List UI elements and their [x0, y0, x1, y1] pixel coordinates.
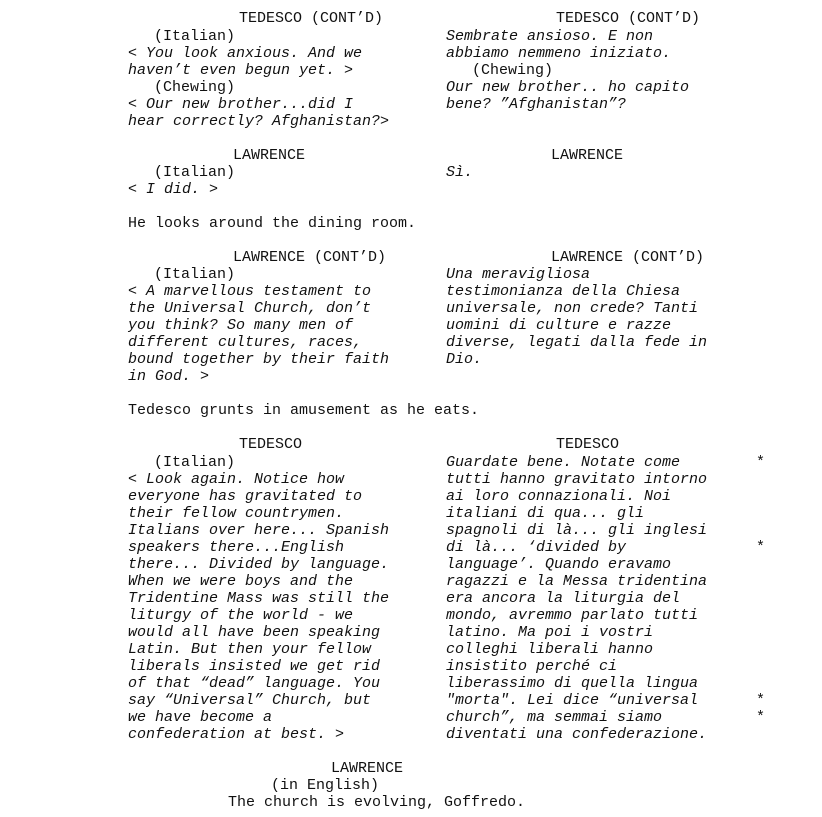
dialogue-line: testimonianza della Chiesa [446, 283, 681, 300]
dialogue-line: < I did. > [128, 181, 219, 198]
dialogue-line: ragazzi e la Messa tridentina [446, 573, 708, 590]
dialogue-line: universale, non crede? Tanti [446, 300, 699, 317]
character-cue: TEDESCO (CONT’D) [239, 10, 384, 27]
parenthetical: (Chewing) [154, 79, 236, 96]
dialogue-line: bound together by their faith [128, 351, 390, 368]
dialogue-line: speakers there...English [128, 539, 345, 556]
revision-mark: * [756, 454, 766, 471]
action-line: He looks around the dining room. [128, 215, 417, 232]
character-cue: LAWRENCE [551, 147, 624, 164]
character-cue: TEDESCO [556, 436, 620, 453]
dialogue-line: The church is evolving, Goffredo. [228, 794, 526, 811]
parenthetical: (Italian) [154, 164, 236, 181]
dialogue-line: liturgy of the world - we [128, 607, 354, 624]
dialogue-line: < Look again. Notice how [128, 471, 345, 488]
dialogue-line: ai loro connazionali. Noi [446, 488, 672, 505]
parenthetical: (Italian) [154, 266, 236, 283]
dialogue-line: < You look anxious. And we [128, 45, 363, 62]
dialogue-line: say “Universal” Church, but [128, 692, 372, 709]
dialogue-line: di là... ‘divided by [446, 539, 627, 556]
dialogue-line: Sì. [446, 164, 474, 181]
dialogue-line: italiani di qua... gli [446, 505, 645, 522]
revision-mark: * [756, 709, 766, 726]
dialogue-line: Tridentine Mass was still the [128, 590, 390, 607]
dialogue-line: Dio. [446, 351, 483, 368]
character-cue: LAWRENCE [233, 147, 306, 164]
dialogue-line: language’. Quando eravamo [446, 556, 672, 573]
character-cue: TEDESCO (CONT’D) [556, 10, 701, 27]
character-cue: LAWRENCE (CONT’D) [233, 249, 387, 266]
dialogue-line: uomini di culture e razze [446, 317, 672, 334]
dialogue-line: liberassimo di quella lingua [446, 675, 699, 692]
character-cue: TEDESCO [239, 436, 303, 453]
dialogue-line: we have become a [128, 709, 273, 726]
dialogue-line: < Our new brother...did I [128, 96, 354, 113]
dialogue-line: colleghi liberali hanno [446, 641, 654, 658]
dialogue-line: Italians over here... Spanish [128, 522, 390, 539]
dialogue-line: "morta". Lei dice “universal [446, 692, 699, 709]
dialogue-line: you think? So many men of [128, 317, 354, 334]
dialogue-line: in God. > [128, 368, 210, 385]
dialogue-line: their fellow countrymen. [128, 505, 345, 522]
dialogue-line: abbiamo nemmeno iniziato. [446, 45, 672, 62]
dialogue-line: liberals insisted we get rid [128, 658, 381, 675]
dialogue-line: the Universal Church, don’t [128, 300, 372, 317]
character-cue: LAWRENCE (CONT’D) [551, 249, 705, 266]
revision-mark: * [756, 539, 766, 556]
dialogue-line: haven’t even begun yet. > [128, 62, 354, 79]
dialogue-line: bene? ”Afghanistan”? [446, 96, 627, 113]
dialogue-line: church”, ma semmai siamo [446, 709, 663, 726]
parenthetical: (Italian) [154, 28, 236, 45]
dialogue-line: would all have been speaking [128, 624, 381, 641]
character-cue: LAWRENCE [331, 760, 404, 777]
dialogue-line: spagnoli di là... gli inglesi [446, 522, 708, 539]
dialogue-line: era ancora la liturgia del [446, 590, 681, 607]
dialogue-line: hear correctly? Afghanistan?> [128, 113, 390, 130]
dialogue-line: When we were boys and the [128, 573, 354, 590]
dialogue-line: tutti hanno gravitato intorno [446, 471, 708, 488]
dialogue-line: different cultures, races, [128, 334, 363, 351]
dialogue-line: diventati una confederazione. [446, 726, 708, 743]
dialogue-line: Sembrate ansioso. E non [446, 28, 654, 45]
parenthetical: (Italian) [154, 454, 236, 471]
revision-mark: * [756, 692, 766, 709]
dialogue-line: Guardate bene. Notate come [446, 454, 681, 471]
dialogue-line: Our new brother.. ho capito [446, 79, 690, 96]
dialogue-line: Una meravigliosa [446, 266, 591, 283]
action-line: Tedesco grunts in amusement as he eats. [128, 402, 480, 419]
dialogue-line: confederation at best. > [128, 726, 345, 743]
dialogue-line: there... Divided by language. [128, 556, 390, 573]
dialogue-line: everyone has gravitated to [128, 488, 363, 505]
dialogue-line: diverse, legati dalla fede in [446, 334, 708, 351]
dialogue-line: of that “dead” language. You [128, 675, 381, 692]
dialogue-line: < A marvellous testament to [128, 283, 372, 300]
parenthetical: (Chewing) [472, 62, 554, 79]
dialogue-line: mondo, avremmo parlato tutti [446, 607, 699, 624]
dialogue-line: insistito perché ci [446, 658, 618, 675]
dialogue-line: Latin. But then your fellow [128, 641, 372, 658]
dialogue-line: latino. Ma poi i vostri [446, 624, 654, 641]
parenthetical: (in English) [271, 777, 380, 794]
